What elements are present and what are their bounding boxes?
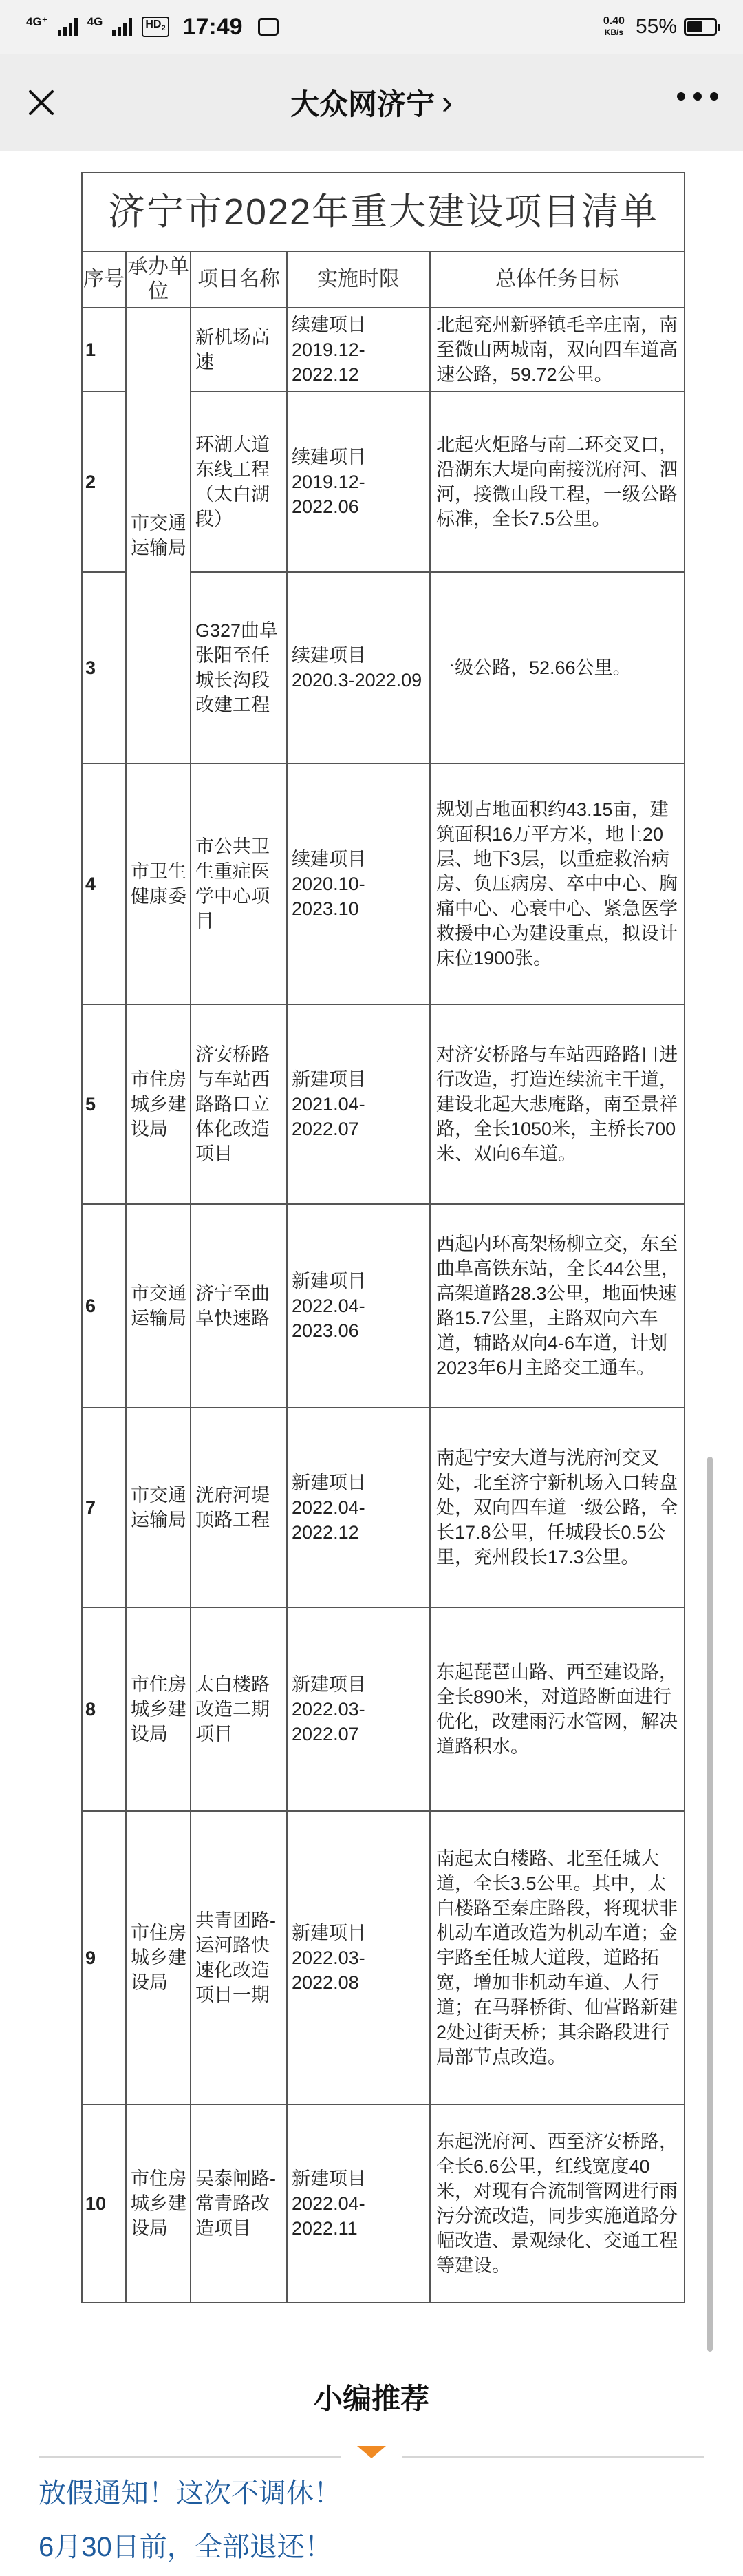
- cell-goal: 西起内环高架杨柳立交，东至曲阜高铁东站，全长44公里，高架道路28.3公里，地面快速路15.7公里，主路双向六车道，辅路双向4-6车道，计划2023年6月主路交工通车。: [430, 1204, 685, 1408]
- network-speed-value: 0.40: [603, 15, 625, 27]
- cell-period: 新建项目2022.04-2023.06: [287, 1204, 430, 1408]
- status-bar: [0, 0, 743, 54]
- table-row: [82, 763, 685, 1004]
- header-period: 实施时限: [287, 251, 430, 308]
- cell-goal: 东起琵琶山路、西至建设路，全长890米，对道路断面进行优化，改建雨污水管网，解决道路积水。: [430, 1607, 685, 1811]
- close-icon[interactable]: [21, 82, 62, 123]
- hd-sub: 2: [161, 24, 166, 33]
- chevron-right-icon[interactable]: ›: [442, 84, 453, 121]
- recommend-link[interactable]: 6月30日前，全部退还！: [39, 2532, 332, 2562]
- cell-no: 4: [82, 763, 126, 1004]
- cell-period: 新建项目2022.03-2022.07: [287, 1607, 430, 1811]
- cell-unit: 市住房城乡建设局: [126, 1004, 191, 1204]
- cell-goal: 南起太白楼路、北至任城大道，全长3.5公里。其中，太白楼路至秦庄路段，将现状非机动车道改造为机动车道；金宇路至任城大道段，道路拓宽，增加非机动车道、人行道；在马驿桥街、仙营路新建2处过街天桥；其余路段进行局部节点改造。: [430, 1811, 685, 2104]
- cell-name: 太白楼路改造二期项目: [191, 1607, 287, 1811]
- cell-period: 续建项目2019.12-2022.06: [287, 392, 430, 572]
- cell-no: 1: [82, 308, 126, 392]
- recommend-title: 小编推荐: [313, 2383, 429, 2415]
- cell-name: 济安桥路与车站西路路口立体化改造项目: [191, 1004, 287, 1204]
- account-name[interactable]: 大众网济宁: [290, 88, 435, 120]
- battery-icon: [684, 18, 717, 36]
- cell-name: 市公共卫生重症医学中心项目: [191, 763, 287, 1004]
- table-title: 济宁市2022年重大建设项目清单: [82, 173, 685, 251]
- cell-name: G327曲阜张阳至任城长沟段改建工程: [191, 572, 287, 763]
- cell-period: 续建项目2020.3-2022.09: [287, 572, 430, 763]
- hd-voice-icon: [142, 17, 169, 36]
- cell-period: 续建项目2020.10-2023.10: [287, 763, 430, 1004]
- header-no: 序号: [82, 251, 126, 308]
- cell-goal: 南起宁安大道与洸府河交叉处，北至济宁新机场入口转盘处，双向四车道一级公路，全长17.8公里，任城段长0.5公里，兖州段长17.3公里。: [430, 1408, 685, 1607]
- cell-name: 济宁至曲阜快速路: [191, 1204, 287, 1408]
- status-left: [26, 14, 279, 41]
- cell-name: 吴泰闸路-常青路改造项目: [191, 2104, 287, 2303]
- cell-unit: 市交通运输局: [126, 1204, 191, 1408]
- cell-no: 5: [82, 1004, 126, 1204]
- cell-no: 9: [82, 1811, 126, 2104]
- header-unit: 承办单位: [126, 251, 191, 308]
- table-header-row: [82, 251, 685, 308]
- nav-bar: [0, 54, 743, 151]
- header-name: 项目名称: [191, 251, 287, 308]
- cell-period: 新建项目2022.04-2022.11: [287, 2104, 430, 2303]
- recommend-link[interactable]: 放假通知！这次不调休！: [39, 2478, 341, 2509]
- cell-no: 7: [82, 1408, 126, 1607]
- cell-name: 新机场高速: [191, 308, 287, 392]
- battery: [636, 15, 717, 39]
- cell-goal: 一级公路，52.66公里。: [430, 572, 685, 763]
- project-table: [81, 172, 685, 2303]
- cell-unit: 市卫生健康委: [126, 763, 191, 1004]
- table-row: [82, 1811, 685, 2104]
- divider: [39, 2456, 341, 2458]
- network-speed-unit: KB/s: [604, 28, 624, 37]
- cell-name: 洸府河堤顶路工程: [191, 1408, 287, 1607]
- cell-unit: 市交通运输局: [126, 308, 191, 763]
- battery-fill: [687, 21, 702, 32]
- signal-icon: [58, 18, 78, 36]
- table-row: [82, 1004, 685, 1204]
- cell-unit: 市交通运输局: [126, 1408, 191, 1607]
- table-row: [82, 308, 685, 392]
- cell-period: 新建项目2022.03-2022.08: [287, 1811, 430, 2104]
- cell-goal: 北起兖州新驿镇毛辛庄南，南至微山两城南，双向四车道高速公路，59.72公里。: [430, 308, 685, 392]
- header-goal: 总体任务目标: [430, 251, 685, 308]
- table-row: [82, 1408, 685, 1607]
- hd-label: HD: [145, 19, 162, 31]
- table-row: [82, 2104, 685, 2303]
- table-row: [82, 1607, 685, 1811]
- cell-name: 环湖大道东线工程（太白湖段）: [191, 392, 287, 572]
- article-body: [0, 151, 743, 2576]
- cell-unit: 市住房城乡建设局: [126, 1811, 191, 2104]
- network-type-1: 4G⁺: [26, 14, 48, 28]
- signal-icon: [112, 18, 132, 36]
- cell-goal: 东起洸府河、西至济安桥路，全长6.6公里，红线宽度40米，对现有合流制管网进行雨污分流改造，同步实施道路分幅改造、景观绿化、交通工程等建设。: [430, 2104, 685, 2303]
- notification-icon: [258, 18, 279, 36]
- cell-name: 共青团路-运河路快速化改造项目一期: [191, 1811, 287, 2104]
- divider: [402, 2456, 704, 2458]
- cell-no: 8: [82, 1607, 126, 1811]
- project-table-image: [81, 172, 684, 2303]
- scrollbar-thumb[interactable]: [707, 1457, 713, 2352]
- cell-unit: 市住房城乡建设局: [126, 2104, 191, 2303]
- cell-period: 续建项目2019.12-2022.12: [287, 308, 430, 392]
- account-title[interactable]: [290, 82, 453, 123]
- network-type-2: 4G: [87, 14, 103, 28]
- status-right: [603, 15, 717, 39]
- triangle-down-icon: [357, 2446, 386, 2458]
- cell-goal: 北起火炬路与南二环交叉口，沿湖东大堤向南接洸府河、泗河，接微山段工程，一级公路标准，全长7.5公里。: [430, 392, 685, 572]
- battery-percent: 55%: [635, 15, 677, 38]
- cell-goal: 规划占地面积约43.15亩，建筑面积16万平方米，地上20层、地下3层，以重症救治病房、负压病房、卒中中心、胸痛中心、心衰中心、紧急医学救援中心为建设重点，拟设计床位1900张。: [430, 763, 685, 1004]
- network-speed: [603, 16, 625, 38]
- clock: 17:49: [182, 13, 243, 40]
- cell-goal: 对济安桥路与车站西路路口进行改造，打造连续流主干道，建设北起大悲庵路，南至景祥路，全长1050米，主桥长700米、双向6车道。: [430, 1004, 685, 1204]
- cell-period: 新建项目2021.04-2022.07: [287, 1004, 430, 1204]
- cell-no: 2: [82, 392, 126, 572]
- cell-no: 3: [82, 572, 126, 763]
- more-options-icon[interactable]: [677, 92, 718, 101]
- cell-unit: 市住房城乡建设局: [126, 1607, 191, 1811]
- table-row: [82, 1204, 685, 1408]
- cell-no: 6: [82, 1204, 126, 1408]
- cell-period: 新建项目2022.04-2022.12: [287, 1408, 430, 1607]
- cell-no: 10: [82, 2104, 126, 2303]
